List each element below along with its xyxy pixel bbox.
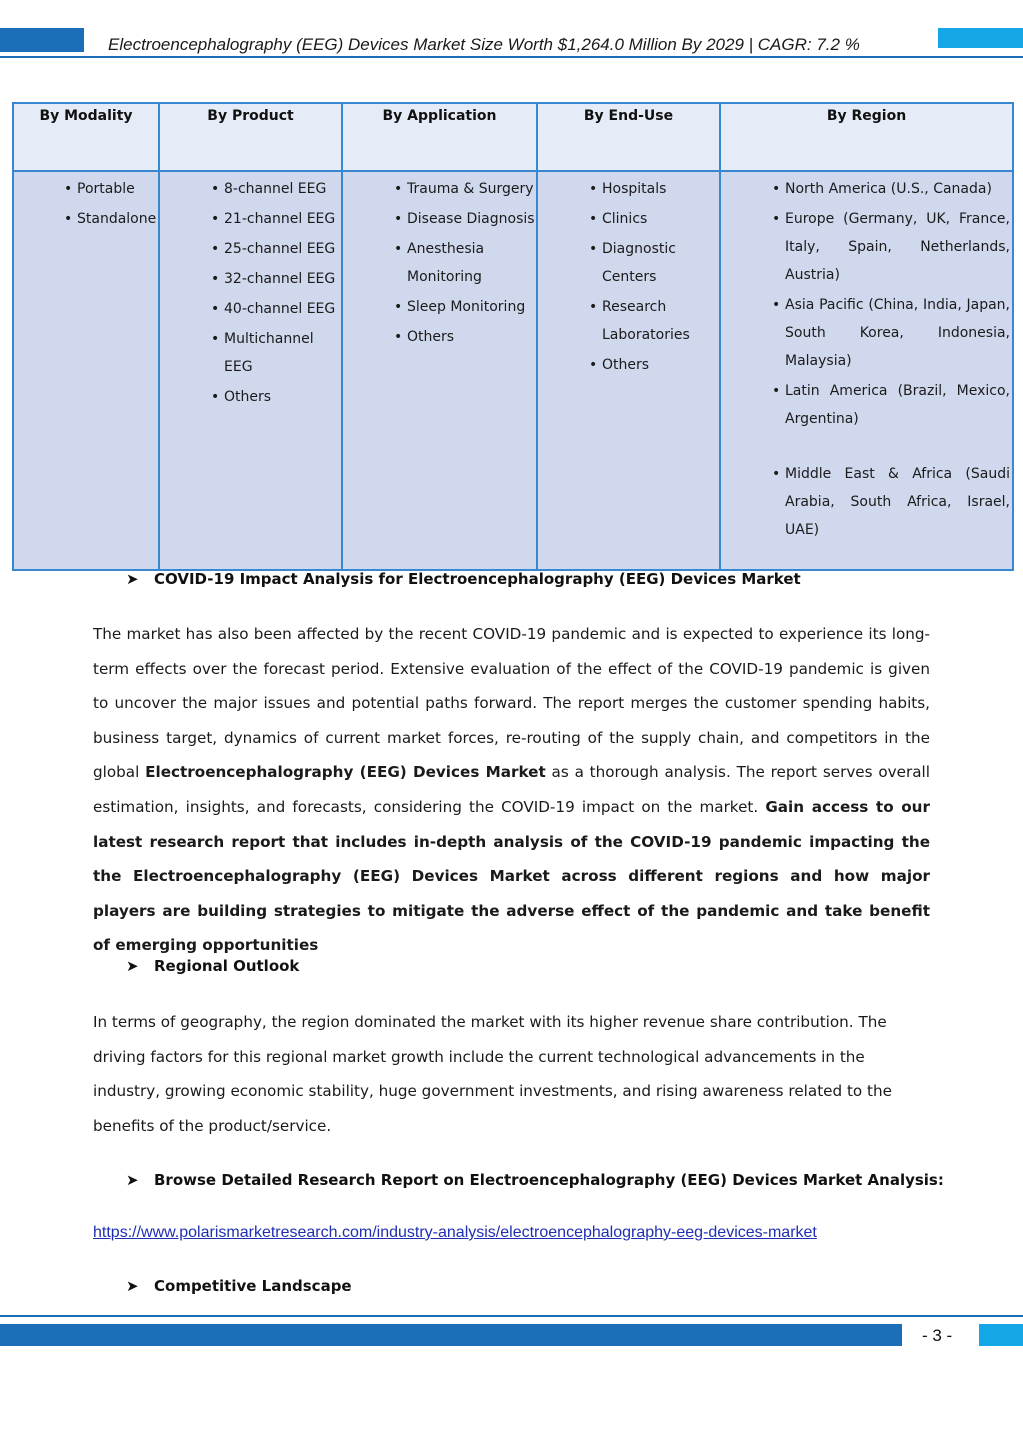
list-item: • Middle East & Africa (Saudi Arabia, South Africa, Israel, UAE) xyxy=(768,460,1012,544)
application-list xyxy=(390,175,536,351)
product-list xyxy=(207,175,341,411)
arrow-bullet-icon: ➤ xyxy=(126,957,139,975)
page-number: - 3 - xyxy=(922,1326,953,1345)
covid-text-1: The market has also been affected by the recent COVID-19 pandemic and is expected to experience its long-term effects over the forecast period. Extensive evaluation of the effect of the COVID-19 pandemic is given to uncover the major issues and potential paths forward. The report merges the customer spending habits, business target, dynamics of current market forces, re-routing of the supply chain, and competitors in the global xyxy=(93,625,930,782)
modality-list xyxy=(60,175,158,233)
end-use-cell xyxy=(537,171,720,570)
covid-section-heading xyxy=(126,570,801,588)
covid-text-2: as a thorough analysis. The report serves overall estimation, insights, and forecasts, considering the COVID-19 impact on the market. xyxy=(93,763,930,816)
list-item: • Multichannel EEG xyxy=(207,325,334,381)
competitive-section-heading xyxy=(126,1277,352,1295)
competitive-heading-text: Competitive Landscape xyxy=(154,1277,352,1295)
covid-market-name: Electroencephalography (EEG) Devices Market xyxy=(145,763,546,782)
footer-accent-bar xyxy=(0,1324,902,1346)
document-header-title: Electroencephalography (EEG) Devices Market Size Worth $1,264.0 Million By 2029 | CAGR: 7.2 % xyxy=(108,35,860,54)
header-accent-bar-left xyxy=(0,28,84,52)
list-item: • Latin America (Brazil, Mexico, Argentina) xyxy=(768,377,1012,433)
list-item: • North America (U.S., Canada) xyxy=(768,175,1012,203)
footer-accent-bar-right xyxy=(979,1324,1023,1346)
list-item: • Hospitals xyxy=(585,175,719,203)
browse-heading-text: Browse Detailed Research Report on Electroencephalography (EEG) Devices Market Analysis: xyxy=(154,1171,944,1189)
browse-section-heading xyxy=(126,1171,944,1189)
list-item: • Others xyxy=(585,351,719,379)
application-cell xyxy=(342,171,537,570)
header-accent-bar-right xyxy=(938,28,1023,48)
header-by-modality: By Modality xyxy=(13,103,159,171)
list-item: • 21-channel EEG xyxy=(207,205,341,233)
list-item: • Anesthesia Monitoring xyxy=(390,235,507,291)
header-by-end-use: By End-Use xyxy=(537,103,720,171)
list-item: • Asia Pacific (China, India, Japan, South Korea, Indonesia, Malaysia) xyxy=(768,291,1012,375)
list-item: • 32-channel EEG xyxy=(207,265,341,293)
list-item: • 40-channel EEG xyxy=(207,295,341,323)
list-item: • Disease Diagnosis xyxy=(390,205,536,233)
list-item: • Trauma & Surgery xyxy=(390,175,536,203)
list-item: • Others xyxy=(390,323,536,351)
list-item: • Standalone xyxy=(60,205,158,233)
header-by-product: By Product xyxy=(159,103,342,171)
list-item: • Clinics xyxy=(585,205,719,233)
list-item: • Diagnostic Centers xyxy=(585,235,682,291)
list-item: • Research Laboratories xyxy=(585,293,702,349)
modality-cell xyxy=(13,171,159,570)
arrow-bullet-icon: ➤ xyxy=(126,570,139,588)
header-by-application: By Application xyxy=(342,103,537,171)
covid-paragraph xyxy=(93,617,930,963)
arrow-bullet-icon: ➤ xyxy=(126,1171,139,1189)
covid-heading-text: COVID-19 Impact Analysis for Electroencephalography (EEG) Devices Market xyxy=(154,570,801,588)
region-cell xyxy=(720,171,1013,570)
list-item: • Europe (Germany, UK, France, Italy, Spain, Netherlands, Austria) xyxy=(768,205,1012,289)
regional-paragraph: In terms of geography, the region dominated the market with its higher revenue share contribution. The driving factors for this regional market growth include the current technological advancements in the industry, growing economic stability, huge government investments, and rising awareness related to the benefits of the product/service. xyxy=(93,1013,892,1135)
table-header-row xyxy=(13,103,1013,171)
list-item: • Sleep Monitoring xyxy=(390,293,536,321)
product-cell xyxy=(159,171,342,570)
list-item: • Portable xyxy=(60,175,158,203)
end-use-list xyxy=(585,175,719,379)
table-body-row xyxy=(13,171,1013,570)
regional-section-heading xyxy=(126,957,299,975)
footer-divider xyxy=(0,1315,1023,1317)
segmentation-table xyxy=(12,102,1014,571)
covid-cta-text: Gain access to our latest research report that includes in-depth analysis of the COVID-19 pandemic impacting the the Electroencephalography (EEG) Devices Market across different regions and how major players are building strategies to mitigate the adverse effect of the pandemic and take benefit of emerging opportunities xyxy=(93,797,930,955)
list-item: • 25-channel EEG xyxy=(207,235,341,263)
regional-heading-text: Regional Outlook xyxy=(154,957,300,975)
list-item: • Others xyxy=(207,383,341,411)
arrow-bullet-icon: ➤ xyxy=(126,1277,139,1295)
list-item: • 8-channel EEG xyxy=(207,175,341,203)
header-divider xyxy=(0,56,1023,58)
header-by-region: By Region xyxy=(720,103,1013,171)
report-link[interactable]: https://www.polarismarketresearch.com/industry-analysis/electroencephalography-eeg-devices-market xyxy=(93,1224,817,1241)
region-list xyxy=(768,175,1012,544)
